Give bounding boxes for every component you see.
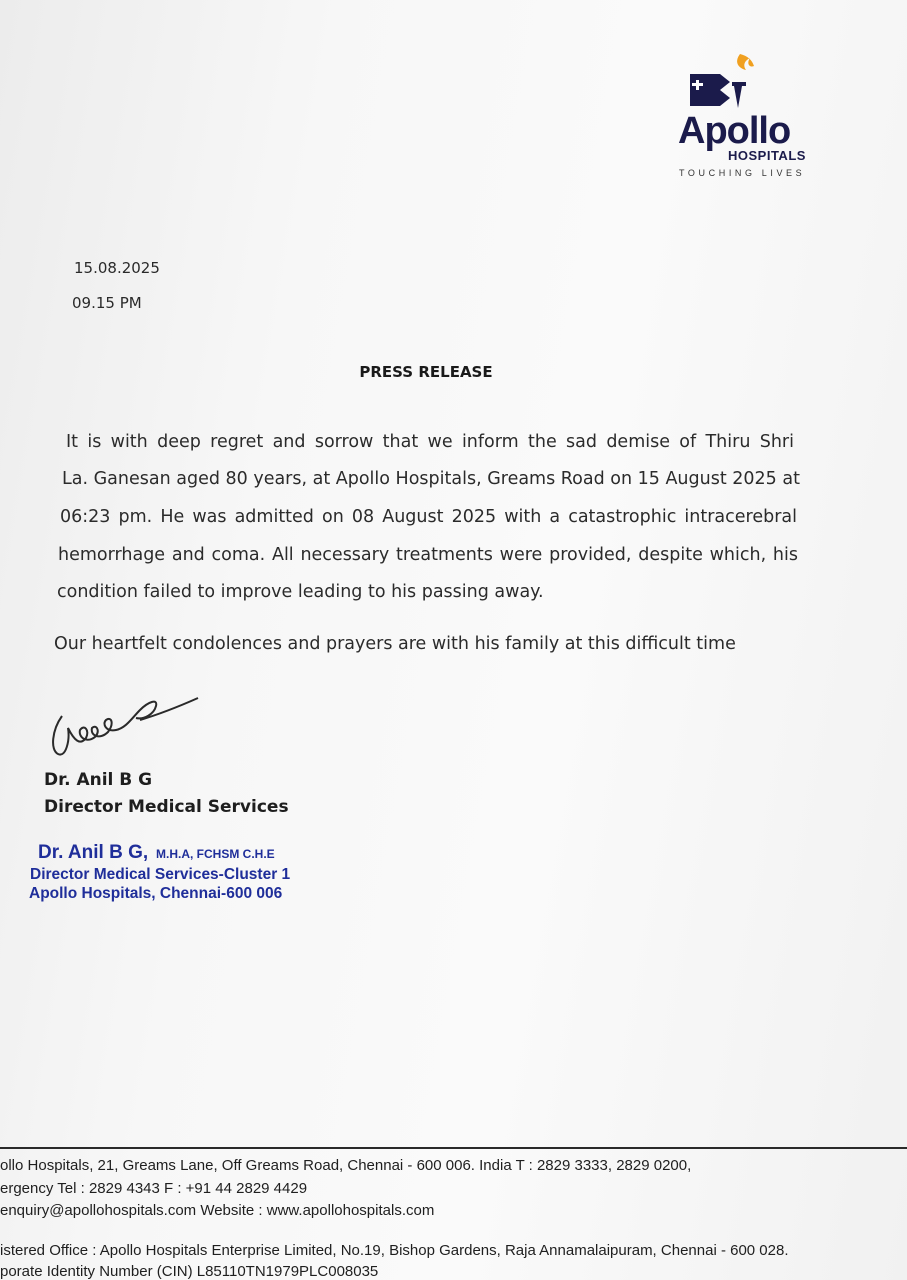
- official-stamp: [12, 830, 312, 930]
- release-time: 09.15 PM: [72, 294, 142, 312]
- signatory-designation: Director Medical Services: [44, 797, 289, 817]
- logo-tagline: TOUCHING LIVES: [679, 168, 806, 178]
- body-line-3: 06:23 pm. He was admitted on 08 August 2025 with a catastrophic intracerebral: [60, 507, 797, 527]
- footer-registered-office: istered Office : Apollo Hospitals Enterprise Limited, No.19, Bishop Gardens, Raja Annamalaipuram, Chennai - 600 028.: [0, 1242, 789, 1259]
- document-title: PRESS RELEASE: [359, 363, 493, 381]
- stamp-designation: Director Medical Services-Cluster 1: [30, 866, 291, 883]
- release-date: 15.08.2025: [74, 259, 160, 277]
- handwritten-signature: [40, 680, 210, 770]
- footer-phone-line: ergency Tel : 2829 4343 F : +91 44 2829 4429: [0, 1180, 308, 1197]
- condolence-line: Our heartfelt condolences and prayers are with his family at this difficult time: [54, 634, 736, 654]
- stamp-qualifications: M.H.A, FCHSM C.H.E: [156, 847, 275, 861]
- body-line-2: La. Ganesan aged 80 years, at Apollo Hospitals, Greams Road on 15 August 2025 at: [62, 469, 800, 489]
- body-line-4: hemorrhage and coma. All necessary treatments were provided, despite which, his: [58, 545, 798, 565]
- stamp-name: Dr. Anil B G,: [38, 842, 149, 863]
- apollo-logo: [676, 52, 836, 182]
- signatory-name: Dr. Anil B G: [44, 770, 153, 790]
- logo-subtitle: HOSPITALS: [728, 148, 806, 163]
- logo-wordmark: Apollo: [678, 110, 791, 152]
- footer-web-line: enquiry@apollohospitals.com Website : www.apollohospitals.com: [0, 1202, 435, 1219]
- stamp-address: Apollo Hospitals, Chennai-600 006: [29, 885, 283, 902]
- footer-divider: [0, 1147, 907, 1149]
- body-line-5: condition failed to improve leading to his passing away.: [57, 582, 544, 602]
- footer-cin: porate Identity Number (CIN) L85110TN1979PLC008035: [0, 1263, 379, 1280]
- footer-address-line: ollo Hospitals, 21, Greams Lane, Off Greams Road, Chennai - 600 006. India T : 2829 3333, 2829 0200,: [0, 1157, 692, 1174]
- body-line-1: It is with deep regret and sorrow that we inform the sad demise of Thiru Shri: [66, 432, 794, 452]
